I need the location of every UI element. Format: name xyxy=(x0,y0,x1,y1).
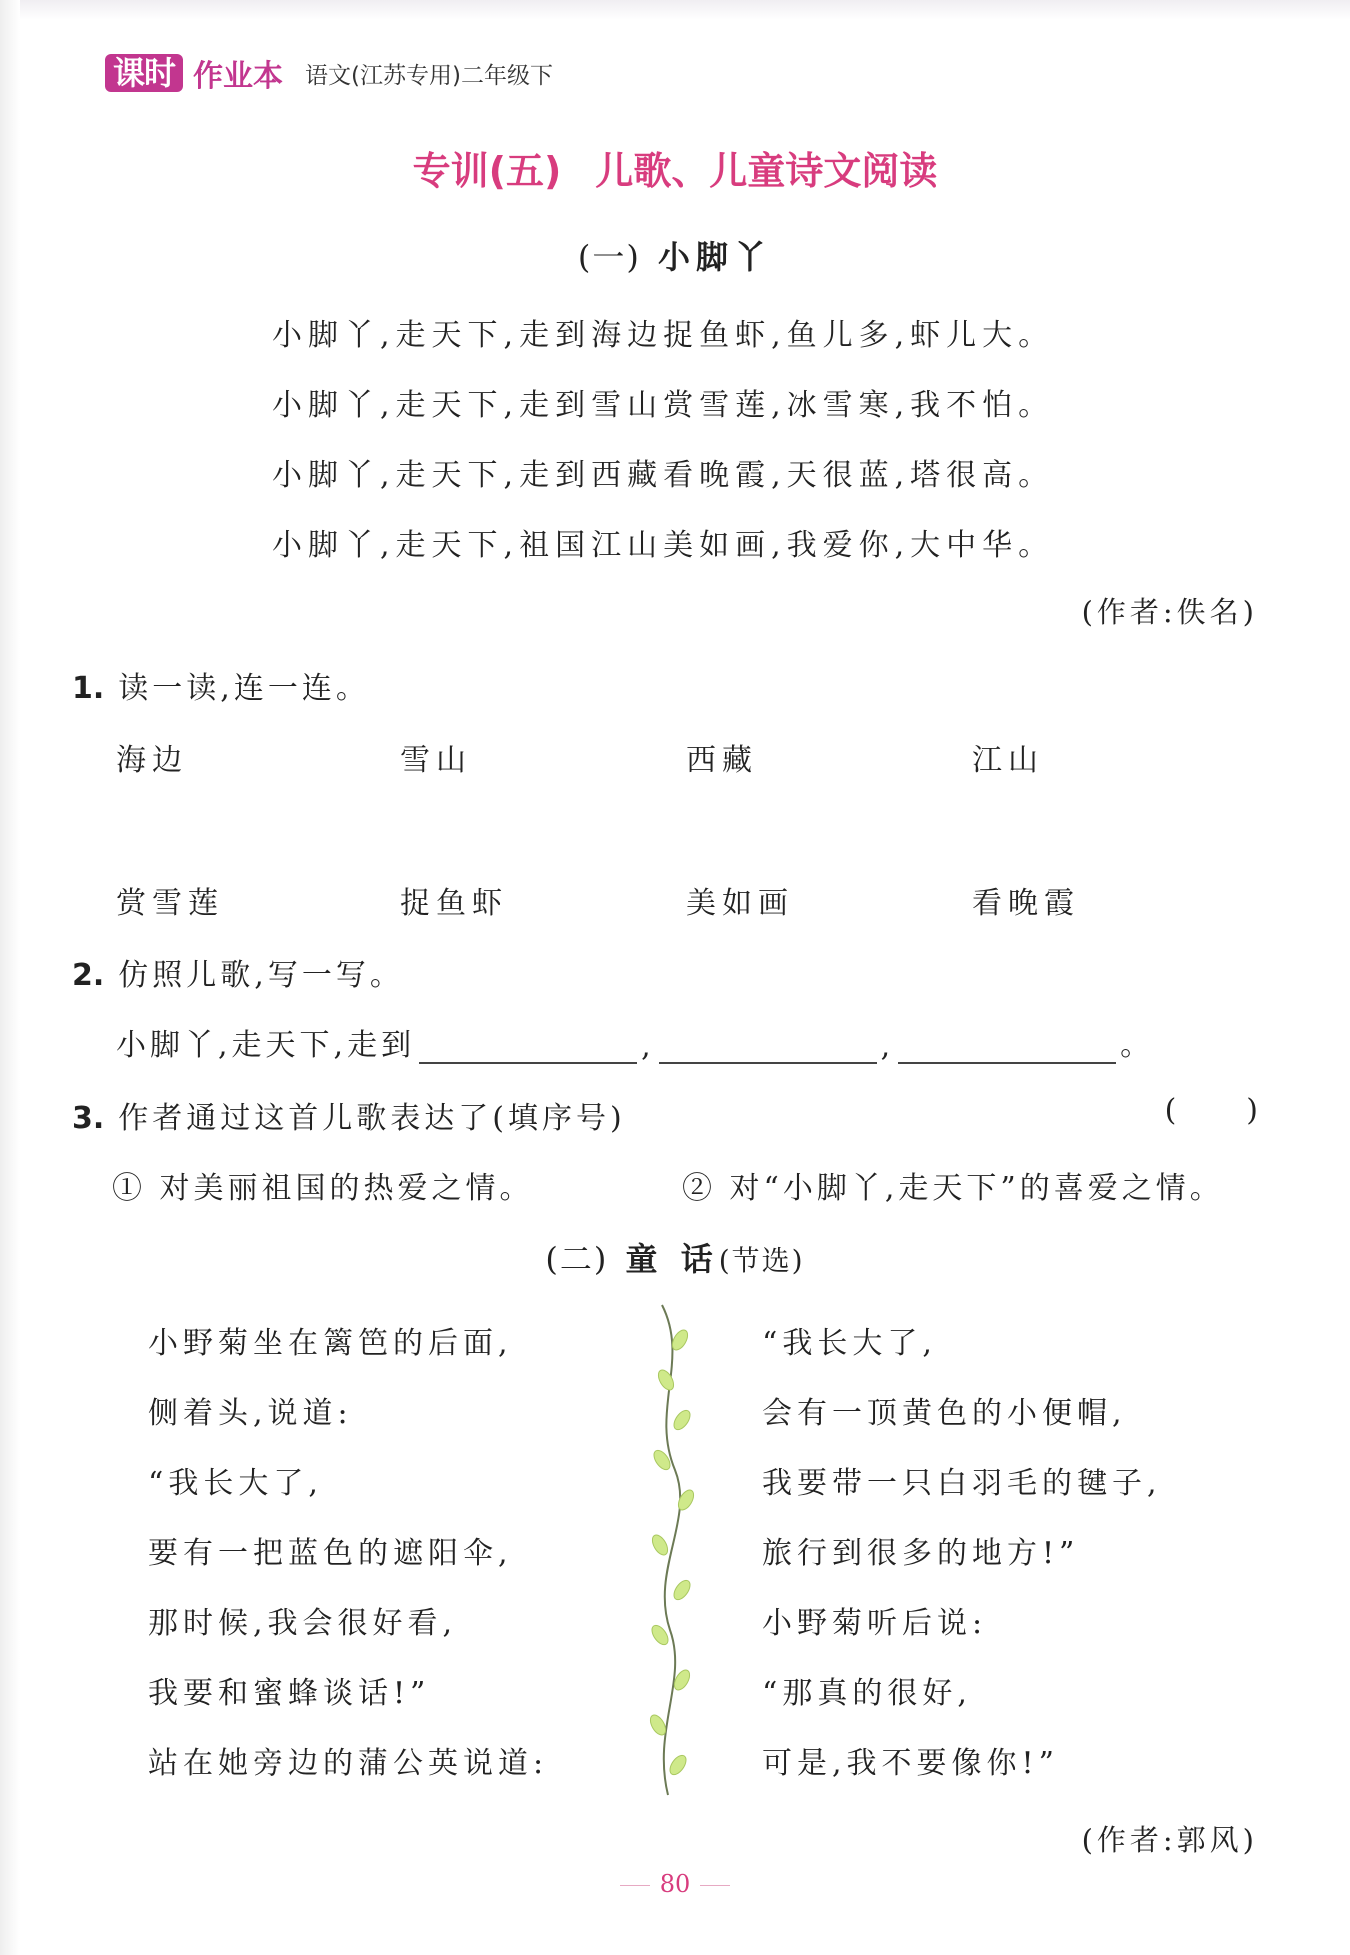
tale-left-line: 站在她旁边的蒲公英说道: xyxy=(148,1746,549,1781)
tale-left-line: 那时候,我会很好看, xyxy=(148,1606,458,1641)
tale-right-line: 会有一顶黄色的小便帽, xyxy=(762,1396,1127,1431)
page-edge-left xyxy=(0,0,20,1955)
answer-blank-2[interactable] xyxy=(659,1028,877,1064)
option-1: ① 对美丽祖国的热爱之情。 xyxy=(112,1171,534,1206)
match-top-word[interactable]: 海边 xyxy=(116,743,188,778)
tale-right-line: 可是,我不要像你!” xyxy=(762,1746,1059,1781)
question-1-text: 读一读,连一连。 xyxy=(118,671,370,706)
page-edge-top xyxy=(0,0,1350,20)
question-2-number: 2. xyxy=(72,958,105,993)
question-3-text: 作者通过这首儿歌表达了(填序号) xyxy=(118,1101,626,1136)
tale-right-line: 小野菊听后说: xyxy=(762,1606,988,1641)
title-part1: 专训(五) xyxy=(412,149,562,193)
question-1 xyxy=(72,663,370,707)
match-top-word[interactable]: 江山 xyxy=(972,743,1044,778)
imitation-end: 。 xyxy=(1120,1028,1155,1063)
imitation-prefix: 小脚丫,走天下,走到 xyxy=(116,1028,416,1063)
tale-author: (作者:郭风) xyxy=(1081,1823,1258,1857)
poem-line-3: 小脚丫,走天下,走到西藏看晚霞,天很蓝,塔很高。 xyxy=(272,458,1055,493)
page-header xyxy=(105,52,553,94)
book-subtitle: 语文(江苏专用)二年级下 xyxy=(305,62,553,89)
match-top-word[interactable]: 雪山 xyxy=(400,743,472,778)
section2-number: (二) xyxy=(545,1240,609,1278)
tale-right-line: 旅行到很多的地方!” xyxy=(762,1536,1080,1571)
match-top-word[interactable]: 西藏 xyxy=(686,743,758,778)
match-bottom-word[interactable]: 看晚霞 xyxy=(972,886,1080,921)
tale-left-line: 要有一把蓝色的遮阳伞, xyxy=(148,1536,513,1571)
bracket-close: ) xyxy=(1246,1093,1258,1128)
match-bottom-word[interactable]: 捉鱼虾 xyxy=(400,886,508,921)
title-part2: 儿歌、儿童诗文阅读 xyxy=(595,149,938,193)
question-2-text: 仿照儿歌,写一写。 xyxy=(118,958,404,993)
section2-note: (节选) xyxy=(718,1244,805,1277)
tale-left-line: 小野菊坐在篱笆的后面, xyxy=(148,1326,513,1361)
answer-blank-1[interactable] xyxy=(419,1028,637,1064)
section2-title xyxy=(0,1234,1350,1280)
tale-left-line: “我长大了, xyxy=(148,1466,323,1501)
tale-right-line: 我要带一只白羽毛的毽子, xyxy=(762,1466,1162,1501)
imitation-sep-2: , xyxy=(880,1029,895,1064)
tale-right-line: “我长大了, xyxy=(762,1326,937,1361)
imitation-sep-1: , xyxy=(641,1029,655,1064)
answer-blank-3[interactable] xyxy=(898,1028,1116,1064)
poem-line-4: 小脚丫,走天下,祖国江山美如画,我爱你,大中华。 xyxy=(272,528,1055,563)
question-3-number: 3. xyxy=(72,1101,105,1136)
section2-name: 童 话 xyxy=(625,1240,719,1278)
section1-number: (一) xyxy=(577,238,641,276)
imitation-row xyxy=(116,1020,1154,1064)
brand-logo-text: 作业本 xyxy=(193,59,284,94)
tale-right-line: “那真的很好, xyxy=(762,1676,972,1711)
poem-line-1: 小脚丫,走天下,走到海边捉鱼虾,鱼儿多,虾儿大。 xyxy=(272,318,1055,353)
poem-line-2: 小脚丫,走天下,走到雪山赏雪莲,冰雪寒,我不怕。 xyxy=(272,388,1055,423)
match-bottom-word[interactable]: 赏雪莲 xyxy=(116,886,224,921)
question-3 xyxy=(72,1093,626,1137)
section1-name: 小脚丫 xyxy=(658,238,773,276)
bracket-open: ( xyxy=(1164,1093,1177,1128)
match-bottom-word[interactable]: 美如画 xyxy=(686,886,794,921)
question-2 xyxy=(72,950,404,994)
section1-title xyxy=(0,232,1350,278)
page-number xyxy=(0,1870,1350,1898)
page-title xyxy=(0,140,1350,195)
brand-logo: 课时 xyxy=(105,54,183,92)
tale-left-line: 侧着头,说道: xyxy=(148,1396,353,1431)
tale-left-line: 我要和蜜蜂谈话!” xyxy=(148,1676,431,1711)
page-number-value: 80 xyxy=(659,1870,691,1898)
option-2: ② 对“小脚丫,走天下”的喜爱之情。 xyxy=(682,1171,1224,1206)
poem-author: (作者:佚名) xyxy=(1081,595,1258,629)
answer-bracket[interactable] xyxy=(1165,1093,1258,1128)
vine-decoration-icon xyxy=(640,1300,700,1800)
question-1-number: 1. xyxy=(72,671,105,706)
